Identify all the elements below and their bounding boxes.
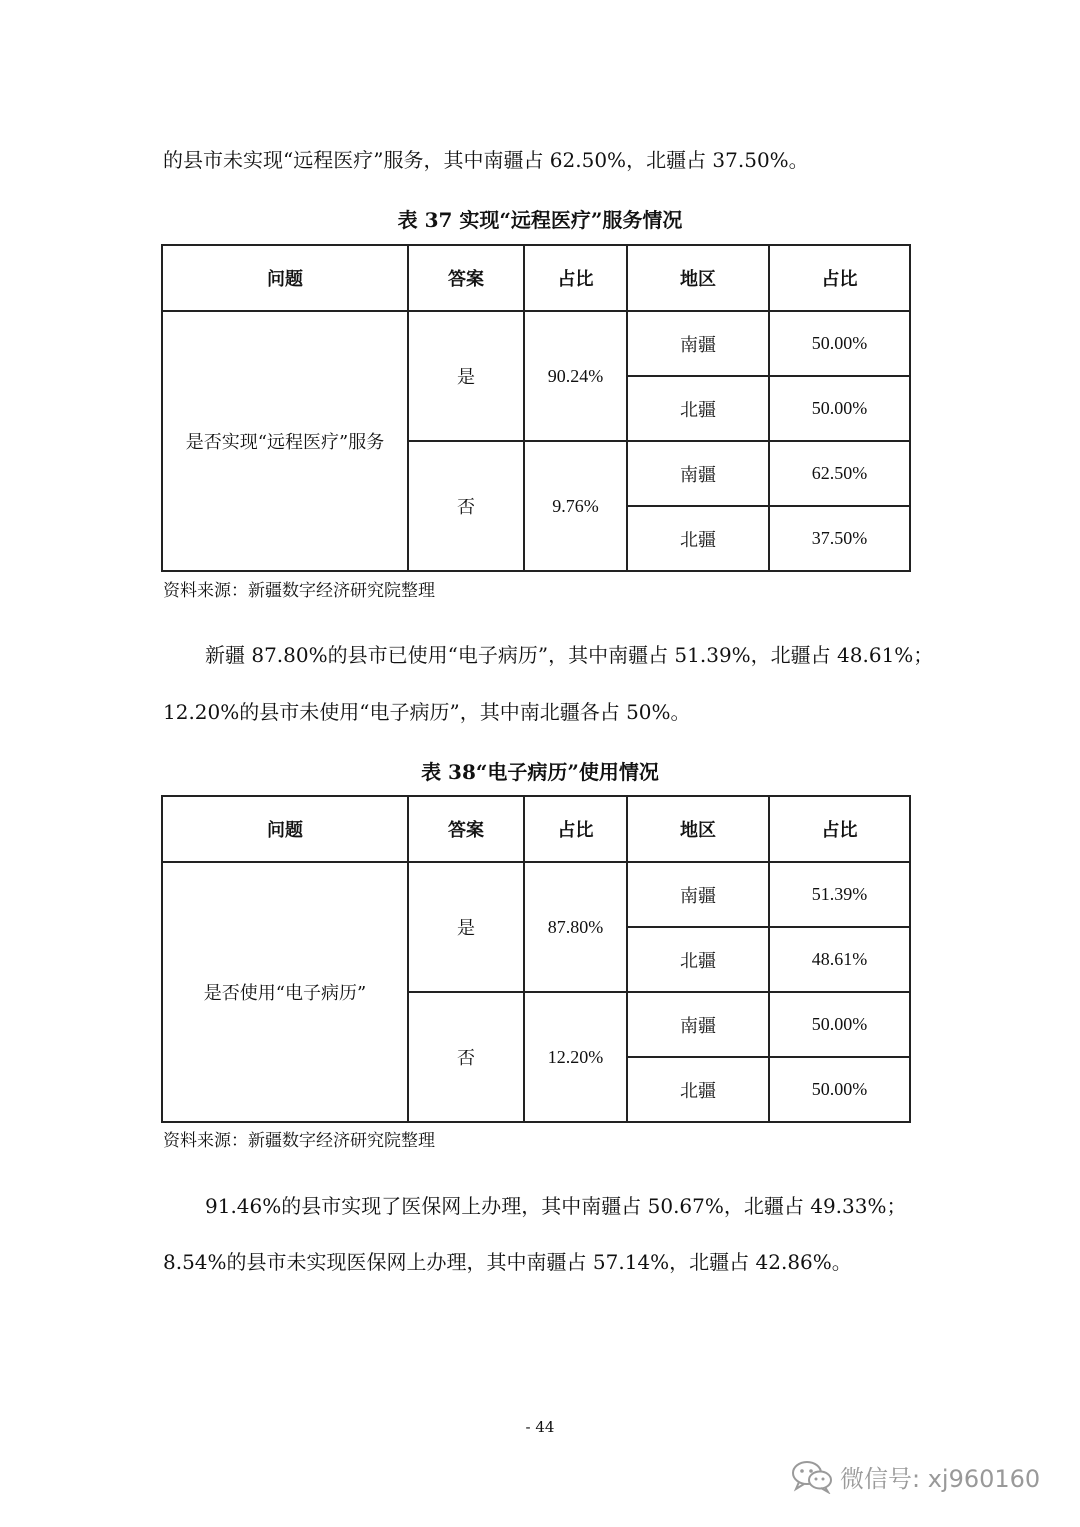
region-ratio-cell: 50.00% — [769, 1057, 910, 1122]
table37 — [161, 244, 911, 572]
table-row — [162, 311, 910, 376]
answer-ratio-cell: 12.20% — [524, 992, 627, 1122]
table37-caption: 表 37 实现“远程医疗”服务情况 — [397, 208, 683, 232]
header-region-ratio: 占比 — [769, 245, 910, 311]
region-ratio-cell: 50.00% — [769, 376, 910, 441]
region-cell: 北疆 — [627, 376, 769, 441]
paragraph-emr-line2: 12.20%的县市未使用“电子病历”，其中南北疆各占 50%。 — [163, 700, 691, 724]
region-ratio-cell: 37.50% — [769, 506, 910, 571]
header-ratio: 占比 — [524, 796, 627, 862]
answer-cell: 是 — [408, 311, 524, 441]
region-cell: 南疆 — [627, 992, 769, 1057]
table38-source: 资料来源：新疆数字经济研究院整理 — [163, 1131, 435, 1151]
region-ratio-cell: 62.50% — [769, 441, 910, 506]
table37-source: 资料来源：新疆数字经济研究院整理 — [163, 581, 435, 601]
header-region: 地区 — [627, 796, 769, 862]
region-cell: 北疆 — [627, 927, 769, 992]
paragraph-remote-medical: 的县市未实现“远程医疗”服务，其中南疆占 62.50%，北疆占 37.50%。 — [163, 148, 809, 172]
region-cell: 北疆 — [627, 506, 769, 571]
answer-ratio-cell: 9.76% — [524, 441, 627, 571]
answer-cell: 是 — [408, 862, 524, 992]
header-question: 问题 — [162, 796, 408, 862]
region-ratio-cell: 50.00% — [769, 311, 910, 376]
header-question: 问题 — [162, 245, 408, 311]
region-cell: 南疆 — [627, 441, 769, 506]
answer-ratio-cell: 87.80% — [524, 862, 627, 992]
region-ratio-cell: 50.00% — [769, 992, 910, 1057]
region-cell: 南疆 — [627, 862, 769, 927]
page-number: - 44 — [525, 1418, 555, 1436]
table38 — [161, 795, 911, 1123]
answer-ratio-cell: 90.24% — [524, 311, 627, 441]
wechat-watermark — [790, 1458, 1040, 1494]
question-cell: 是否实现“远程医疗”服务 — [162, 311, 408, 571]
region-ratio-cell: 48.61% — [769, 927, 910, 992]
header-answer: 答案 — [408, 245, 524, 311]
region-ratio-cell: 51.39% — [769, 862, 910, 927]
region-cell: 南疆 — [627, 311, 769, 376]
table38-caption: 表 38“电子病历”使用情况 — [421, 760, 659, 784]
paragraph-insurance-line1: 91.46%的县市实现了医保网上办理，其中南疆占 50.67%，北疆占 49.33%； — [205, 1194, 907, 1218]
region-cell: 北疆 — [627, 1057, 769, 1122]
answer-cell: 否 — [408, 441, 524, 571]
watermark-text: 微信号: xj960160 — [840, 1464, 1041, 1493]
paragraph-insurance-line2: 8.54%的县市未实现医保网上办理，其中南疆占 57.14%，北疆占 42.86%。 — [163, 1250, 852, 1274]
paragraph-emr-line1: 新疆 87.80%的县市已使用“电子病历”，其中南疆占 51.39%，北疆占 48.61%； — [205, 643, 934, 667]
header-answer: 答案 — [408, 796, 524, 862]
question-cell: 是否使用“电子病历” — [162, 862, 408, 1122]
answer-cell: 否 — [408, 992, 524, 1122]
table-header-row — [162, 796, 910, 862]
wechat-icon — [790, 1458, 834, 1494]
header-ratio: 占比 — [524, 245, 627, 311]
header-region-ratio: 占比 — [769, 796, 910, 862]
header-region: 地区 — [627, 245, 769, 311]
table-row — [162, 862, 910, 927]
table-header-row — [162, 245, 910, 311]
